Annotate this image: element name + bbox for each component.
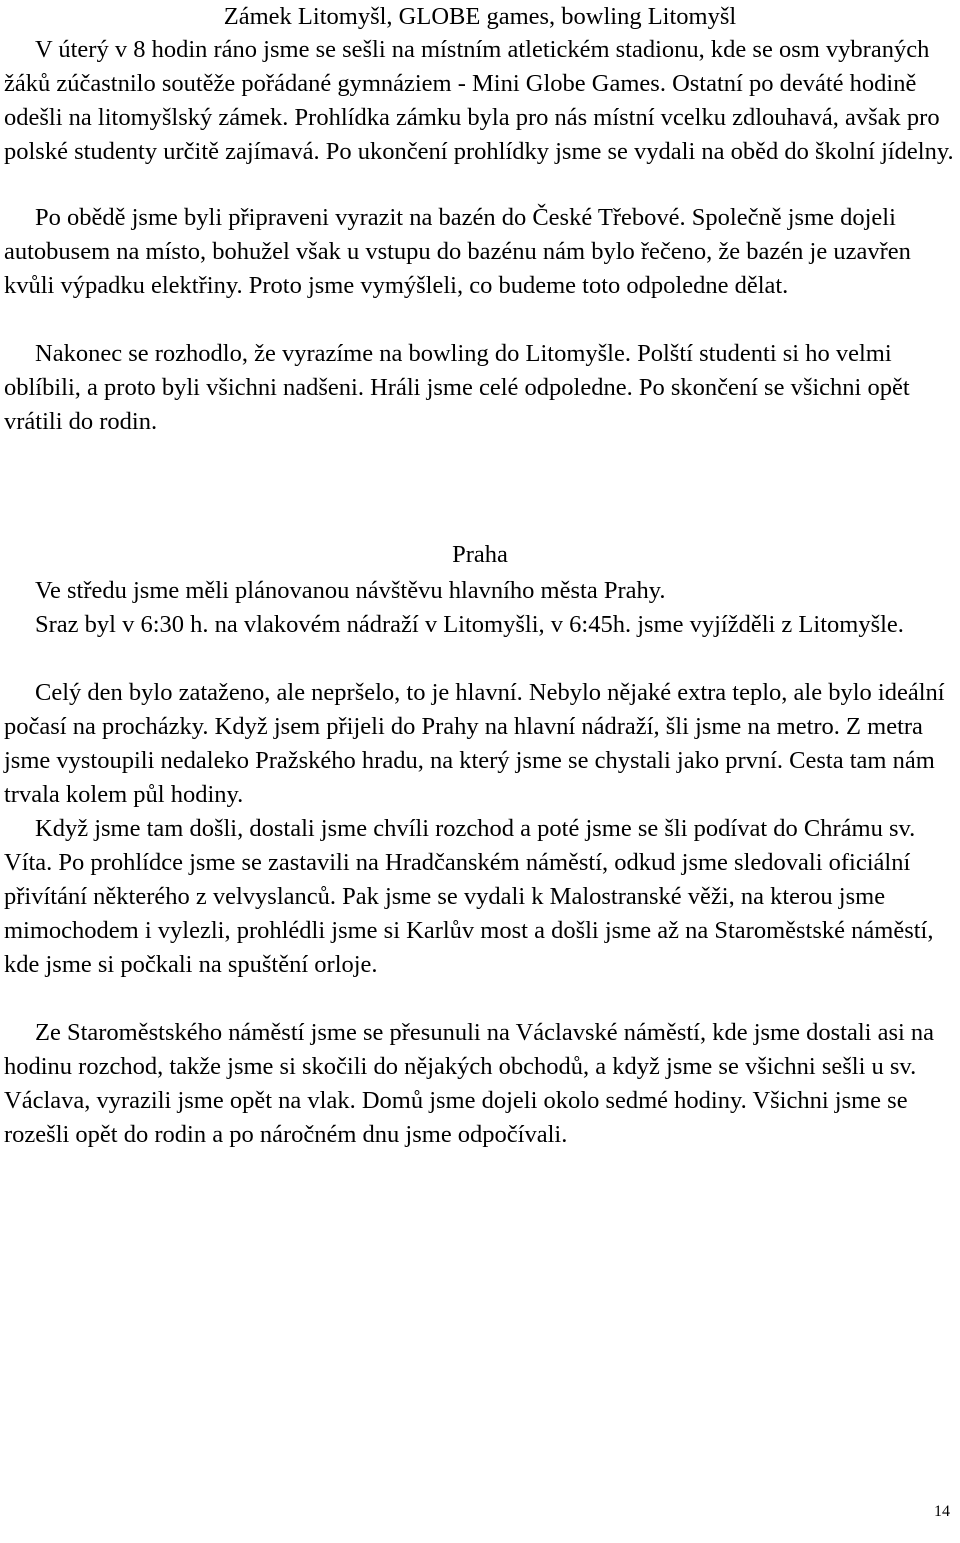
paragraph-meeting-time: Sraz byl v 6:30 h. na vlakovém nádraží v Litomyšli, v 6:45h. jsme vyjížděli z Litomyšle. [35, 611, 904, 638]
section-title-praha: Praha [452, 541, 508, 568]
paragraph-pool: Po obědě jsme byli připraveni vyrazit na bazén do České Třebové. Společně jsme dojeli autobusem na místo, bohužel však u vstupu do bazénu nám bylo řečeno, že bazén je uzavřen kvůli výpadku elektřiny. Proto jsme vymýšleli, co budeme toto odpoledne dělat. [4, 204, 911, 299]
paragraph-wenceslas-return: Ze Staroměstského náměstí jsme se přesunuli na Václavské náměstí, kde jsme dostali asi na hodinu rozchod, takže jsme si skočili do nějakých obchodů, a když jsme se všichni sešli u sv. Václava, vyrazili jsme opět na vlak. Domů jsme dojeli okolo sedmé hodiny. Všichni jsme se rozešli opět do rodin a po náročném dnu jsme odpočívali. [4, 1019, 935, 1148]
section-title-litomysl: Zámek Litomyšl, GLOBE games, bowling Litomyšl [223, 3, 737, 30]
paragraph-stadium: V úterý v 8 hodin ráno jsme se sešli na místním atletickém stadionu, kde se osm vybraných žáků zúčastnilo soutěže pořádané gymnáziem - Mini Globe Games. Ostatní po deváté hodině odešli na litomyšlský zámek. Prohlídka zámku byla pro nás místní vcelku zdlouhavá, avšak pro polské studenty určitě zajímavá. Po ukončení prohlídky jsme se vydali na oběd do školní jídelny. [4, 36, 954, 165]
paragraph-bowling: Nakonec se rozhodlo, že vyrazíme na bowling do Litomyšle. Polští studenti si ho velmi oblíbili, a proto byli všichni nadšeni. Hráli jsme celé odpoledne. Po skončení se všichni opět vrátili do rodin. [4, 340, 910, 435]
page-number: 14 [934, 1503, 950, 1520]
paragraph-visit-plan: Ve středu jsme měli plánovanou návštěvu hlavního města Prahy. [35, 577, 666, 604]
paragraph-castle-tour: Když jsme tam došli, dostali jsme chvíli rozchod a poté jsme se šli podívat do Chrámu sv. Víta. Po prohlídce jsme se zastavili na Hradčanském náměstí, odkud jsme sledovali oficiální přivítání některého z velvyslanců. Pak jsme se vydali k Malostranské věži, na kterou jsme mimochodem i vylezli, prohlédli jsme si Karlův most a došli jsme až na Staroměstské náměstí, kde jsme si počkali na spuštění orloje. [4, 815, 934, 978]
paragraph-weather-arrival: Celý den bylo zataženo, ale nepršelo, to je hlavní. Nebylo nějaké extra teplo, ale bylo ideální počasí na procházky. Když jsem přijeli do Prahy na hlavní nádraží, šli jsme na metro. Z metra jsme vystoupili nedaleko Pražského hradu, na který jsme se chystali jako první. Cesta tam nám trvala kolem půl hodiny. [4, 679, 945, 808]
document-page [4, 0, 956, 1543]
